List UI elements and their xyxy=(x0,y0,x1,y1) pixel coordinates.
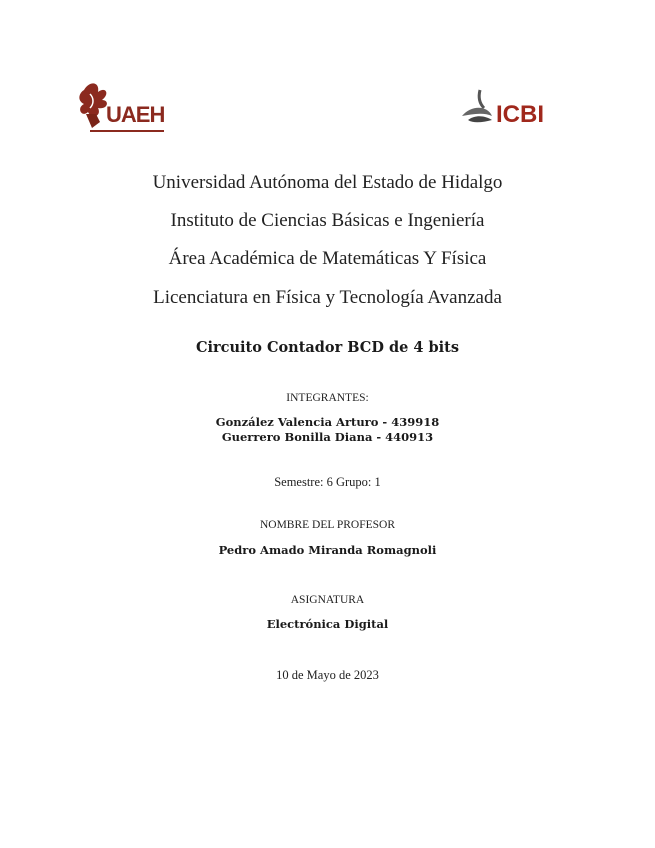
member-name: Guerrero Bonilla Diana - 440913 xyxy=(221,430,434,444)
svg-text:UAEH: UAEH xyxy=(106,102,165,127)
member-name: González Valencia Arturo - 439918 xyxy=(215,415,440,429)
university-name: Universidad Autónoma del Estado de Hidalgo xyxy=(152,172,503,193)
semester-group: Semestre: 6 Grupo: 1 xyxy=(274,475,381,489)
professor-name: Pedro Amado Miranda Romagnoli xyxy=(218,543,437,557)
subject-label: ASIGNATURA xyxy=(290,594,365,606)
subject-name: Electrónica Digital xyxy=(266,617,389,631)
academic-area: Área Académica de Matemáticas Y Física xyxy=(168,248,487,269)
institute-name: Instituto de Ciencias Básicas e Ingeniería xyxy=(170,210,485,231)
document-date: 10 de Mayo de 2023 xyxy=(276,668,379,682)
uaeh-logo xyxy=(76,78,172,138)
members-label: INTEGRANTES: xyxy=(286,392,369,404)
project-title: Circuito Contador BCD de 4 bits xyxy=(195,339,460,356)
program-name: Licenciatura en Física y Tecnología Avanzada xyxy=(153,287,502,308)
icbi-logo xyxy=(458,86,554,130)
professor-label: NOMBRE DEL PROFESOR xyxy=(259,519,396,531)
svg-text:ICBI: ICBI xyxy=(496,101,544,128)
